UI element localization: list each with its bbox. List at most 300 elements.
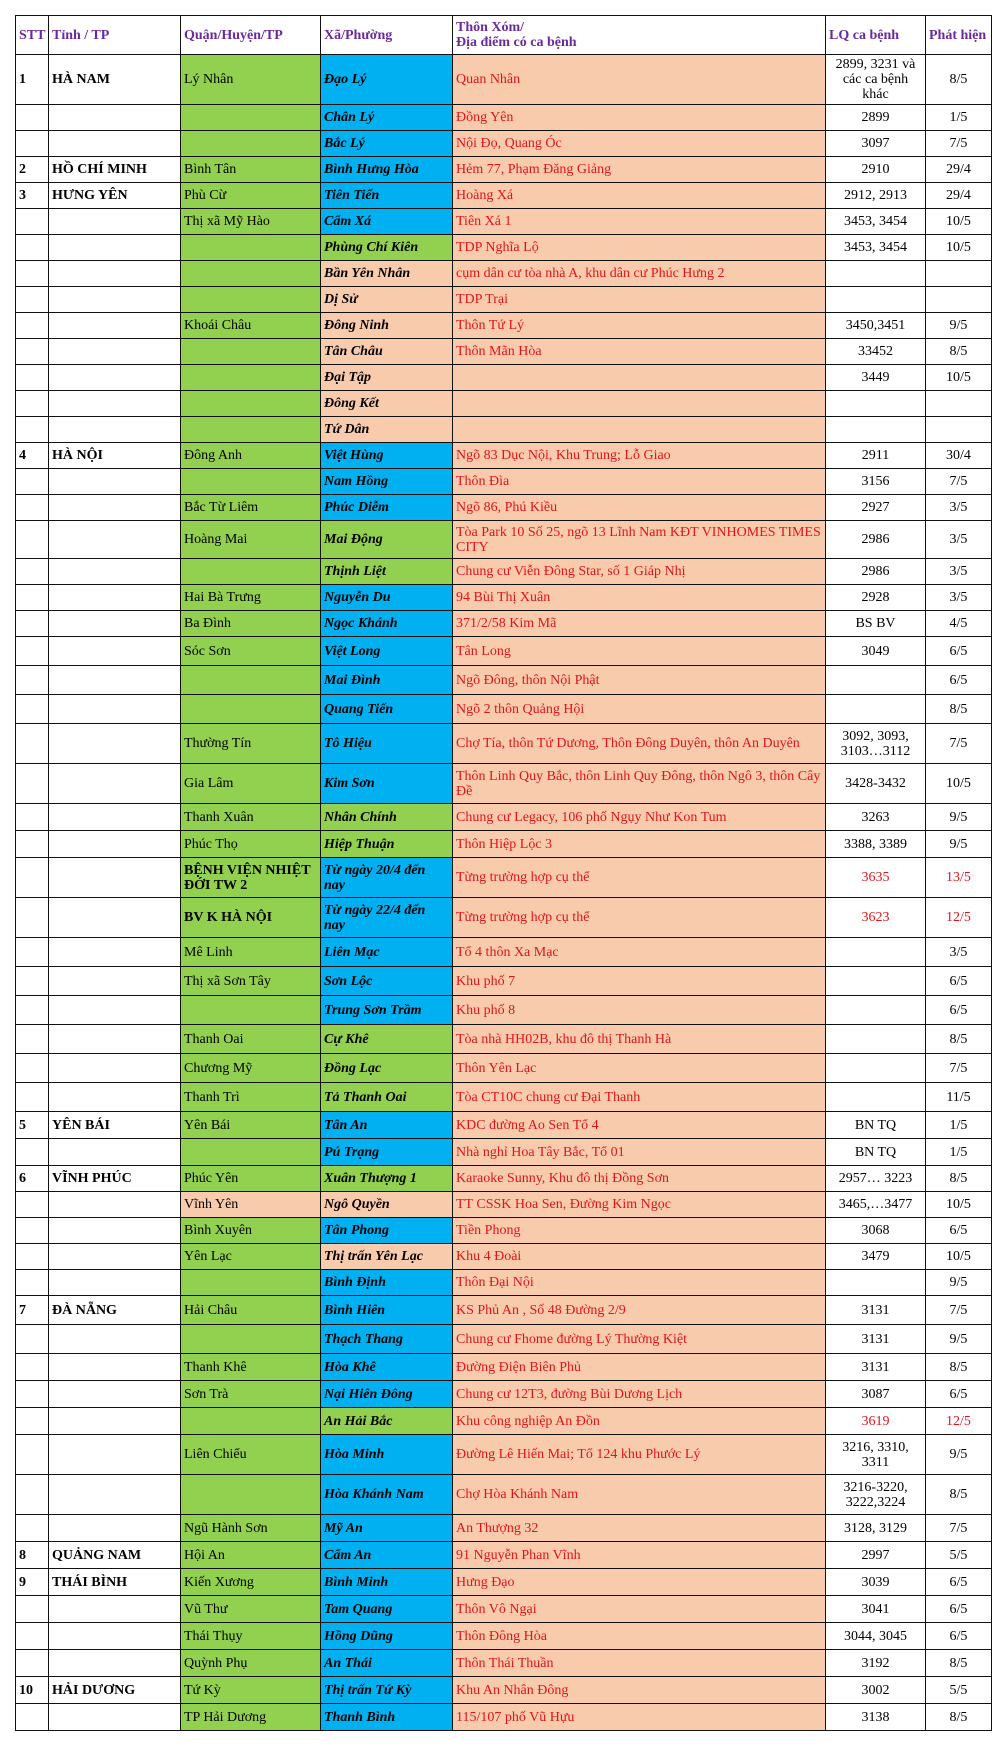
row-ward: Hồng Dũng xyxy=(321,1623,453,1650)
row-location: Thôn Đại Nội xyxy=(453,1270,826,1296)
row-ward: Đại Tập xyxy=(321,365,453,391)
row-stt xyxy=(16,804,49,831)
row-ward: Việt Hùng xyxy=(321,443,453,469)
table-row xyxy=(16,1192,992,1218)
header-location: Thôn Xóm/ Địa điểm có ca bệnh xyxy=(453,16,826,55)
row-stt xyxy=(16,1650,49,1677)
row-province xyxy=(49,521,181,559)
row-ward: Nguyễn Du xyxy=(321,585,453,611)
table-row xyxy=(16,391,992,417)
table-row xyxy=(16,666,992,695)
row-related-cases: 3002 xyxy=(826,1677,926,1704)
table-row xyxy=(16,417,992,443)
row-district: Đông Anh xyxy=(181,443,321,469)
row-ward: Tả Thanh Oai xyxy=(321,1083,453,1112)
row-location: KDC đường Ao Sen Tổ 4 xyxy=(453,1112,826,1139)
row-location: Đồng Yên xyxy=(453,105,826,131)
row-province xyxy=(49,858,181,898)
row-stt xyxy=(16,585,49,611)
row-province: HẢI DƯƠNG xyxy=(49,1677,181,1704)
table-row xyxy=(16,559,992,585)
row-province xyxy=(49,831,181,858)
row-related-cases: 2910 xyxy=(826,157,926,183)
row-province xyxy=(49,611,181,637)
row-related-cases: 3192 xyxy=(826,1650,926,1677)
row-district: Vĩnh Yên xyxy=(181,1192,321,1218)
row-location: 115/107 phố Vũ Hựu xyxy=(453,1704,826,1731)
row-ward: Xuân Thượng 1 xyxy=(321,1166,453,1192)
row-stt xyxy=(16,831,49,858)
row-location: Khu An Nhân Đông xyxy=(453,1677,826,1704)
row-district: Chương Mỹ xyxy=(181,1054,321,1083)
table-row xyxy=(16,1650,992,1677)
table-row xyxy=(16,1408,992,1435)
row-location: Đường Điện Biên Phủ xyxy=(453,1354,826,1381)
table-row xyxy=(16,469,992,495)
row-district: Ba Đình xyxy=(181,611,321,637)
row-stt xyxy=(16,1354,49,1381)
row-related-cases xyxy=(826,666,926,695)
row-ward: Đồng Lạc xyxy=(321,1054,453,1083)
row-district: Thanh Khê xyxy=(181,1354,321,1381)
row-stt xyxy=(16,1025,49,1054)
row-location: Hẻm 77, Phạm Đăng Giảng xyxy=(453,157,826,183)
row-location: Nội Đọ, Quang Óc xyxy=(453,131,826,157)
row-related-cases: 2986 xyxy=(826,559,926,585)
table-row xyxy=(16,1623,992,1650)
row-related-cases: 3619 xyxy=(826,1408,926,1435)
row-location: Thôn Yên Lạc xyxy=(453,1054,826,1083)
row-detected-date: 7/5 xyxy=(926,1296,992,1325)
row-related-cases: 3388, 3389 xyxy=(826,831,926,858)
row-district: Quỳnh Phụ xyxy=(181,1650,321,1677)
table-body xyxy=(16,55,992,1731)
row-location: Thôn Hiệp Lộc 3 xyxy=(453,831,826,858)
row-district: Khoái Châu xyxy=(181,313,321,339)
row-detected-date: 10/5 xyxy=(926,209,992,235)
row-province: HÀ NAM xyxy=(49,55,181,105)
row-province xyxy=(49,1244,181,1270)
row-district xyxy=(181,235,321,261)
row-ward: Nhân Chính xyxy=(321,804,453,831)
row-stt xyxy=(16,235,49,261)
row-district: Hoàng Mai xyxy=(181,521,321,559)
row-district xyxy=(181,1270,321,1296)
row-province xyxy=(49,1270,181,1296)
row-district xyxy=(181,365,321,391)
row-province xyxy=(49,695,181,724)
table-row xyxy=(16,1704,992,1731)
row-ward: Tam Quang xyxy=(321,1596,453,1623)
row-detected-date: 9/5 xyxy=(926,1325,992,1354)
row-detected-date: 3/5 xyxy=(926,495,992,521)
row-location: Chợ Hòa Khánh Nam xyxy=(453,1475,826,1515)
row-province xyxy=(49,1354,181,1381)
row-detected-date: 10/5 xyxy=(926,235,992,261)
row-province xyxy=(49,1650,181,1677)
row-province: HƯNG YÊN xyxy=(49,183,181,209)
row-ward: Thanh Bình xyxy=(321,1704,453,1731)
row-stt xyxy=(16,1704,49,1731)
row-district: Mê Linh xyxy=(181,938,321,967)
row-detected-date: 8/5 xyxy=(926,1475,992,1515)
row-detected-date xyxy=(926,287,992,313)
row-related-cases: 3097 xyxy=(826,131,926,157)
row-detected-date: 1/5 xyxy=(926,1139,992,1166)
row-related-cases: 3044, 3045 xyxy=(826,1623,926,1650)
row-detected-date: 6/5 xyxy=(926,996,992,1025)
table-row xyxy=(16,1435,992,1475)
row-ward: Chân Lý xyxy=(321,105,453,131)
row-related-cases: 3453, 3454 xyxy=(826,209,926,235)
row-province xyxy=(49,967,181,996)
row-related-cases: 2997 xyxy=(826,1542,926,1569)
row-detected-date: 8/5 xyxy=(926,1354,992,1381)
row-detected-date: 6/5 xyxy=(926,637,992,666)
row-province xyxy=(49,898,181,938)
row-related-cases xyxy=(826,938,926,967)
row-related-cases: 3623 xyxy=(826,898,926,938)
row-detected-date: 8/5 xyxy=(926,1650,992,1677)
row-ward: An Hải Bắc xyxy=(321,1408,453,1435)
table-row xyxy=(16,1296,992,1325)
table-row xyxy=(16,695,992,724)
row-district: Thị xã Mỹ Hào xyxy=(181,209,321,235)
row-ward: Thịnh Liệt xyxy=(321,559,453,585)
row-province: VĨNH PHÚC xyxy=(49,1166,181,1192)
row-ward: Bắc Lý xyxy=(321,131,453,157)
row-detected-date: 8/5 xyxy=(926,339,992,365)
row-related-cases: 3453, 3454 xyxy=(826,235,926,261)
row-province xyxy=(49,1218,181,1244)
row-district: Thái Thụy xyxy=(181,1623,321,1650)
row-location xyxy=(453,417,826,443)
row-stt xyxy=(16,417,49,443)
row-province xyxy=(49,105,181,131)
row-stt xyxy=(16,1623,49,1650)
row-stt: 5 xyxy=(16,1112,49,1139)
table-row xyxy=(16,521,992,559)
row-detected-date: 10/5 xyxy=(926,1192,992,1218)
row-ward: Cẩm An xyxy=(321,1542,453,1569)
row-related-cases: BN TQ xyxy=(826,1139,926,1166)
row-ward: Phúc Diễm xyxy=(321,495,453,521)
row-province xyxy=(49,287,181,313)
row-district: Phù Cừ xyxy=(181,183,321,209)
row-province xyxy=(49,1408,181,1435)
row-detected-date: 13/5 xyxy=(926,858,992,898)
row-ward: Bình Hiên xyxy=(321,1296,453,1325)
row-related-cases: 3465,…3477 xyxy=(826,1192,926,1218)
row-province: THÁI BÌNH xyxy=(49,1569,181,1596)
table-row xyxy=(16,287,992,313)
row-related-cases: 2899, 3231 và các ca bệnh khác xyxy=(826,55,926,105)
table-row xyxy=(16,1025,992,1054)
row-district xyxy=(181,559,321,585)
row-stt xyxy=(16,391,49,417)
row-province: HỒ CHÍ MINH xyxy=(49,157,181,183)
row-ward: Mai Động xyxy=(321,521,453,559)
row-province xyxy=(49,1192,181,1218)
row-district: Lý Nhân xyxy=(181,55,321,105)
row-stt xyxy=(16,764,49,804)
row-related-cases xyxy=(826,287,926,313)
row-ward: Nam Hồng xyxy=(321,469,453,495)
header-row xyxy=(16,16,992,55)
table-row xyxy=(16,996,992,1025)
table-row xyxy=(16,1569,992,1596)
table-row xyxy=(16,443,992,469)
table-row xyxy=(16,313,992,339)
row-ward: Việt Long xyxy=(321,637,453,666)
table-row xyxy=(16,1270,992,1296)
row-stt xyxy=(16,521,49,559)
row-related-cases: 3131 xyxy=(826,1354,926,1381)
row-location: Ngõ 83 Dục Nội, Khu Trung; Lỗ Giao xyxy=(453,443,826,469)
table-row xyxy=(16,1218,992,1244)
row-location: Đường Lê Hiến Mai; Tổ 124 khu Phước Lý xyxy=(453,1435,826,1475)
row-province xyxy=(49,804,181,831)
row-district xyxy=(181,1325,321,1354)
row-stt xyxy=(16,339,49,365)
row-stt: 2 xyxy=(16,157,49,183)
row-location: An Thượng 32 xyxy=(453,1515,826,1542)
row-location: Chung cư Viễn Đông Star, số 1 Giáp Nhị xyxy=(453,559,826,585)
row-stt xyxy=(16,967,49,996)
row-district: Hai Bà Trưng xyxy=(181,585,321,611)
row-stt xyxy=(16,1244,49,1270)
table-row xyxy=(16,1083,992,1112)
row-province xyxy=(49,235,181,261)
row-detected-date: 3/5 xyxy=(926,521,992,559)
row-province xyxy=(49,1704,181,1731)
row-location: Từng trường hợp cụ thể xyxy=(453,858,826,898)
row-detected-date xyxy=(926,391,992,417)
row-detected-date: 4/5 xyxy=(926,611,992,637)
table-row xyxy=(16,1139,992,1166)
row-district xyxy=(181,131,321,157)
row-stt xyxy=(16,666,49,695)
row-province xyxy=(49,1596,181,1623)
row-detected-date: 7/5 xyxy=(926,1515,992,1542)
row-location: Tổ 4 thôn Xa Mạc xyxy=(453,938,826,967)
row-related-cases: 2899 xyxy=(826,105,926,131)
table-row xyxy=(16,1244,992,1270)
row-related-cases: 3450,3451 xyxy=(826,313,926,339)
row-ward: Cẩm Xá xyxy=(321,209,453,235)
row-location: Chợ Tía, thôn Tứ Dương, Thôn Đông Duyên, thôn An Duyên xyxy=(453,724,826,764)
row-district xyxy=(181,469,321,495)
row-ward: Đông Ninh xyxy=(321,313,453,339)
row-related-cases: 3263 xyxy=(826,804,926,831)
row-related-cases: 3068 xyxy=(826,1218,926,1244)
table-row xyxy=(16,105,992,131)
row-stt xyxy=(16,1218,49,1244)
row-province xyxy=(49,209,181,235)
row-related-cases: 3428-3432 xyxy=(826,764,926,804)
row-location: Chung cư 12T3, đường Bùi Dương Lịch xyxy=(453,1381,826,1408)
row-detected-date: 1/5 xyxy=(926,1112,992,1139)
row-location: Thôn Đông Hòa xyxy=(453,1623,826,1650)
row-location: 94 Bùi Thị Xuân xyxy=(453,585,826,611)
row-stt xyxy=(16,1408,49,1435)
table-row xyxy=(16,764,992,804)
row-location: Khu công nghiệp An Đồn xyxy=(453,1408,826,1435)
row-related-cases xyxy=(826,1025,926,1054)
row-stt xyxy=(16,1515,49,1542)
row-province xyxy=(49,1623,181,1650)
row-district: Kiến Xương xyxy=(181,1569,321,1596)
row-district: Hải Châu xyxy=(181,1296,321,1325)
row-district xyxy=(181,391,321,417)
row-related-cases: 3092, 3093, 3103…3112 xyxy=(826,724,926,764)
row-stt xyxy=(16,105,49,131)
row-district: Thường Tín xyxy=(181,724,321,764)
row-ward: Đông Kết xyxy=(321,391,453,417)
row-district: Phúc Thọ xyxy=(181,831,321,858)
table-row xyxy=(16,55,992,105)
row-province xyxy=(49,1054,181,1083)
row-related-cases: 3039 xyxy=(826,1569,926,1596)
row-province xyxy=(49,339,181,365)
row-ward: Liên Mạc xyxy=(321,938,453,967)
row-related-cases: 3138 xyxy=(826,1704,926,1731)
row-province xyxy=(49,1139,181,1166)
table-row xyxy=(16,1325,992,1354)
row-ward: Hòa Minh xyxy=(321,1435,453,1475)
row-detected-date: 9/5 xyxy=(926,831,992,858)
row-location: Chung cư Fhome đường Lý Thường Kiệt xyxy=(453,1325,826,1354)
row-related-cases xyxy=(826,1083,926,1112)
row-detected-date: 8/5 xyxy=(926,1704,992,1731)
row-location: Tiền Phong xyxy=(453,1218,826,1244)
row-stt: 10 xyxy=(16,1677,49,1704)
table-row xyxy=(16,183,992,209)
table-row xyxy=(16,1381,992,1408)
row-stt xyxy=(16,209,49,235)
row-province xyxy=(49,996,181,1025)
row-stt xyxy=(16,1139,49,1166)
row-related-cases: 2928 xyxy=(826,585,926,611)
header-detected-date: Phát hiện xyxy=(926,16,992,55)
row-district: BV K HÀ NỘI xyxy=(181,898,321,938)
row-stt: 8 xyxy=(16,1542,49,1569)
row-location xyxy=(453,391,826,417)
row-district: TP Hải Dương xyxy=(181,1704,321,1731)
row-ward: Mai Đình xyxy=(321,666,453,695)
row-detected-date: 5/5 xyxy=(926,1542,992,1569)
row-ward: Đạo Lý xyxy=(321,55,453,105)
row-stt xyxy=(16,996,49,1025)
table-row xyxy=(16,261,992,287)
header-province: Tỉnh / TP xyxy=(49,16,181,55)
row-detected-date: 5/5 xyxy=(926,1677,992,1704)
row-detected-date: 6/5 xyxy=(926,1596,992,1623)
row-location: Ngõ 86, Phú Kiều xyxy=(453,495,826,521)
row-ward: Mỹ An xyxy=(321,1515,453,1542)
row-detected-date: 9/5 xyxy=(926,313,992,339)
row-ward: Phùng Chí Kiên xyxy=(321,235,453,261)
row-stt xyxy=(16,365,49,391)
row-stt xyxy=(16,287,49,313)
row-related-cases: 3128, 3129 xyxy=(826,1515,926,1542)
row-location: Quan Nhân xyxy=(453,55,826,105)
row-stt xyxy=(16,858,49,898)
row-location: Nhà nghỉ Hoa Tây Bắc, Tổ 01 xyxy=(453,1139,826,1166)
row-province xyxy=(49,764,181,804)
row-location: Tòa CT10C chung cư Đại Thanh xyxy=(453,1083,826,1112)
row-related-cases: 3216, 3310, 3311 xyxy=(826,1435,926,1475)
row-detected-date: 1/5 xyxy=(926,105,992,131)
row-related-cases xyxy=(826,1270,926,1296)
table-row xyxy=(16,365,992,391)
row-ward: Tô Hiệu xyxy=(321,724,453,764)
row-location: TT CSSK Hoa Sen, Đường Kim Ngọc xyxy=(453,1192,826,1218)
row-district: Vũ Thư xyxy=(181,1596,321,1623)
row-detected-date: 9/5 xyxy=(926,804,992,831)
row-detected-date: 6/5 xyxy=(926,967,992,996)
row-stt: 1 xyxy=(16,55,49,105)
row-related-cases: 3479 xyxy=(826,1244,926,1270)
row-ward: Bình Hưng Hòa xyxy=(321,157,453,183)
row-province: HÀ NỘI xyxy=(49,443,181,469)
row-detected-date: 6/5 xyxy=(926,1569,992,1596)
table-row xyxy=(16,339,992,365)
row-detected-date: 12/5 xyxy=(926,898,992,938)
row-location: Khu phố 7 xyxy=(453,967,826,996)
row-province: QUẢNG NAM xyxy=(49,1542,181,1569)
row-stt xyxy=(16,1325,49,1354)
row-province xyxy=(49,365,181,391)
row-province xyxy=(49,724,181,764)
row-district xyxy=(181,1408,321,1435)
row-stt xyxy=(16,611,49,637)
row-ward: Pú Trạng xyxy=(321,1139,453,1166)
table-row xyxy=(16,967,992,996)
table-row xyxy=(16,637,992,666)
row-stt xyxy=(16,1192,49,1218)
row-related-cases: 3216-3220, 3222,3224 xyxy=(826,1475,926,1515)
row-detected-date: 10/5 xyxy=(926,764,992,804)
row-location: Ngõ Đông, thôn Nội Phật xyxy=(453,666,826,695)
row-related-cases: BS BV xyxy=(826,611,926,637)
row-stt xyxy=(16,695,49,724)
row-location: Tòa Park 10 Số 25, ngõ 13 Lĩnh Nam KĐT VINHOMES TIMES CITY xyxy=(453,521,826,559)
row-ward: Từ ngày 22/4 đến nay xyxy=(321,898,453,938)
row-district: Thanh Oai xyxy=(181,1025,321,1054)
row-stt xyxy=(16,495,49,521)
row-province xyxy=(49,637,181,666)
row-detected-date xyxy=(926,417,992,443)
row-ward: Thị trấn Yên Lạc xyxy=(321,1244,453,1270)
row-related-cases xyxy=(826,996,926,1025)
header-related-cases: LQ ca bệnh xyxy=(826,16,926,55)
row-stt xyxy=(16,1596,49,1623)
row-district: Phúc Yên xyxy=(181,1166,321,1192)
row-related-cases xyxy=(826,417,926,443)
row-detected-date: 29/4 xyxy=(926,183,992,209)
row-ward: Thị trấn Tứ Kỳ xyxy=(321,1677,453,1704)
row-province: YÊN BÁI xyxy=(49,1112,181,1139)
row-ward: Tiên Tiến xyxy=(321,183,453,209)
row-ward: An Thái xyxy=(321,1650,453,1677)
table-row xyxy=(16,1596,992,1623)
row-stt: 9 xyxy=(16,1569,49,1596)
table-row xyxy=(16,724,992,764)
covid-locations-table xyxy=(15,15,992,1731)
row-location: Khu phố 8 xyxy=(453,996,826,1025)
row-district: Thanh Trì xyxy=(181,1083,321,1112)
